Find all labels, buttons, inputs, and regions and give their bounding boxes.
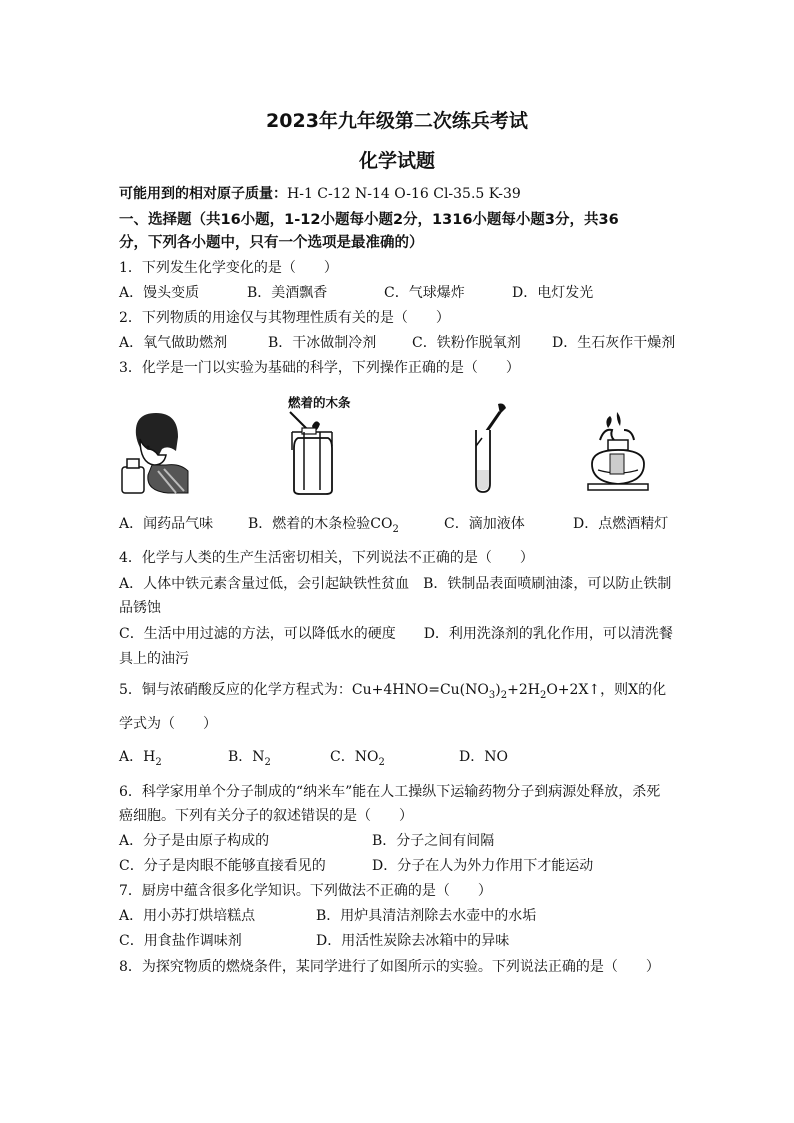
burning-splint-figure (282, 410, 344, 495)
q3-option-c: C．滴加液体 (444, 516, 525, 532)
dropper-test-tube-figure (462, 400, 512, 495)
section1-heading-line2: 分，下列各小题中，只有一个选项是最准确的） (119, 235, 424, 251)
atomic-mass-label: 可能用到的相对原子质量： (119, 186, 287, 202)
q5-option-a: A．$H_2$ (119, 749, 162, 768)
q1-option-b: B．美酒飘香 (247, 285, 328, 301)
q2-option-d: D．生石灰作干燥剂 (552, 335, 676, 351)
q5-option-c: C．$NO_2$ (330, 749, 385, 768)
q2-option-b: B．干冰做制冷剂 (268, 335, 377, 351)
q6-option-c: C．分子是肉眼不能够直接看见的 (119, 858, 326, 874)
q1-option-c: C．气球爆炸 (384, 285, 465, 301)
q4-option-cd: C．生活中用过滤的方法，可以降低水的硬度 D．利用洗涤剂的乳化作用，可以清洗餐 (119, 626, 673, 642)
q7-option-b: B．用炉具清洁剂除去水壶中的水垢 (316, 908, 537, 924)
q4-option-d-cont: 具上的油污 (119, 651, 189, 667)
q5-stem: 5．铜与浓硝酸反应的化学方程式为：$Cu+4HNO=Cu(NO_3)_2+2H_2O+2X↑$，则X的化 (119, 682, 667, 701)
atomic-mass-values: H-1 C-12 N-14 O-16 Cl-35.5 K-39 (287, 186, 521, 202)
smelling-reagent-figure (118, 405, 190, 495)
q4-option-ab: A．人体中铁元素含量过低，会引起缺铁性贫血 B．铁制品表面喷刷油漆，可以防止铁制 (119, 576, 672, 592)
q3-option-d: D．点燃酒精灯 (573, 516, 669, 532)
q2-option-c: C．铁粉作脱氧剂 (412, 335, 521, 351)
q3-option-b: B．燃着的木条检验$CO_2$ (248, 516, 399, 535)
exam-subject: 化学试题 (358, 150, 435, 172)
q8-stem: 8．为探究物质的燃烧条件，某同学进行了如图所示的实验。下列说法正确的是（ ） (119, 959, 660, 975)
q6-option-d: D．分子在人为外力作用下才能运动 (372, 858, 594, 874)
q5-stem-cont: 学式为（ ） (119, 716, 217, 732)
q4-stem: 4．化学与人类的生产生活密切相关，下列说法不正确的是（ ） (119, 550, 534, 566)
atomic-mass-line (119, 184, 521, 204)
q6-stem-line1: 6．科学家用单个分子制成的“纳米车”能在人工操纵下运输药物分子到病源处释放，杀死 (119, 784, 661, 800)
q3-option-a: A．闻药品气味 (119, 516, 214, 532)
alcohol-lamp-figure (584, 410, 654, 495)
q1-option-a: A．馒头变质 (119, 285, 200, 301)
q2-stem: 2．下列物质的用途仅与其物理性质有关的是（ ） (119, 310, 450, 326)
burning-splint-label: 燃着的木条 (288, 395, 351, 410)
q7-stem: 7．厨房中蕴含很多化学知识。下列做法不正确的是（ ） (119, 883, 492, 899)
q4-option-b-cont: 品锈蚀 (119, 600, 161, 616)
q5-option-b: B．$N_2$ (228, 749, 271, 768)
section1-heading-line1: 一、选择题（共16小题，1-12小题每小题2分，1316小题每小题3分，共36 (119, 212, 619, 228)
q6-option-a: A．分子是由原子构成的 (119, 833, 270, 849)
q3-stem: 3．化学是一门以实验为基础的科学，下列操作正确的是（ ） (119, 360, 520, 376)
q1-option-d: D．电灯发光 (512, 285, 594, 301)
q5-option-d: D．NO (459, 749, 508, 765)
q6-option-b: B．分子之间有间隔 (372, 833, 495, 849)
q2-option-a: A．氧气做助燃剂 (119, 335, 228, 351)
q7-option-c: C．用食盐作调味剂 (119, 933, 242, 949)
exam-title: 2023年九年级第二次练兵考试 (266, 110, 528, 132)
q6-stem-line2: 癌细胞。下列有关分子的叙述错误的是（ ） (119, 808, 413, 824)
q1-stem: 1．下列发生化学变化的是（ ） (119, 260, 338, 276)
q7-option-d: D．用活性炭除去冰箱中的异味 (316, 933, 510, 949)
q7-option-a: A．用小苏打烘培糕点 (119, 908, 256, 924)
